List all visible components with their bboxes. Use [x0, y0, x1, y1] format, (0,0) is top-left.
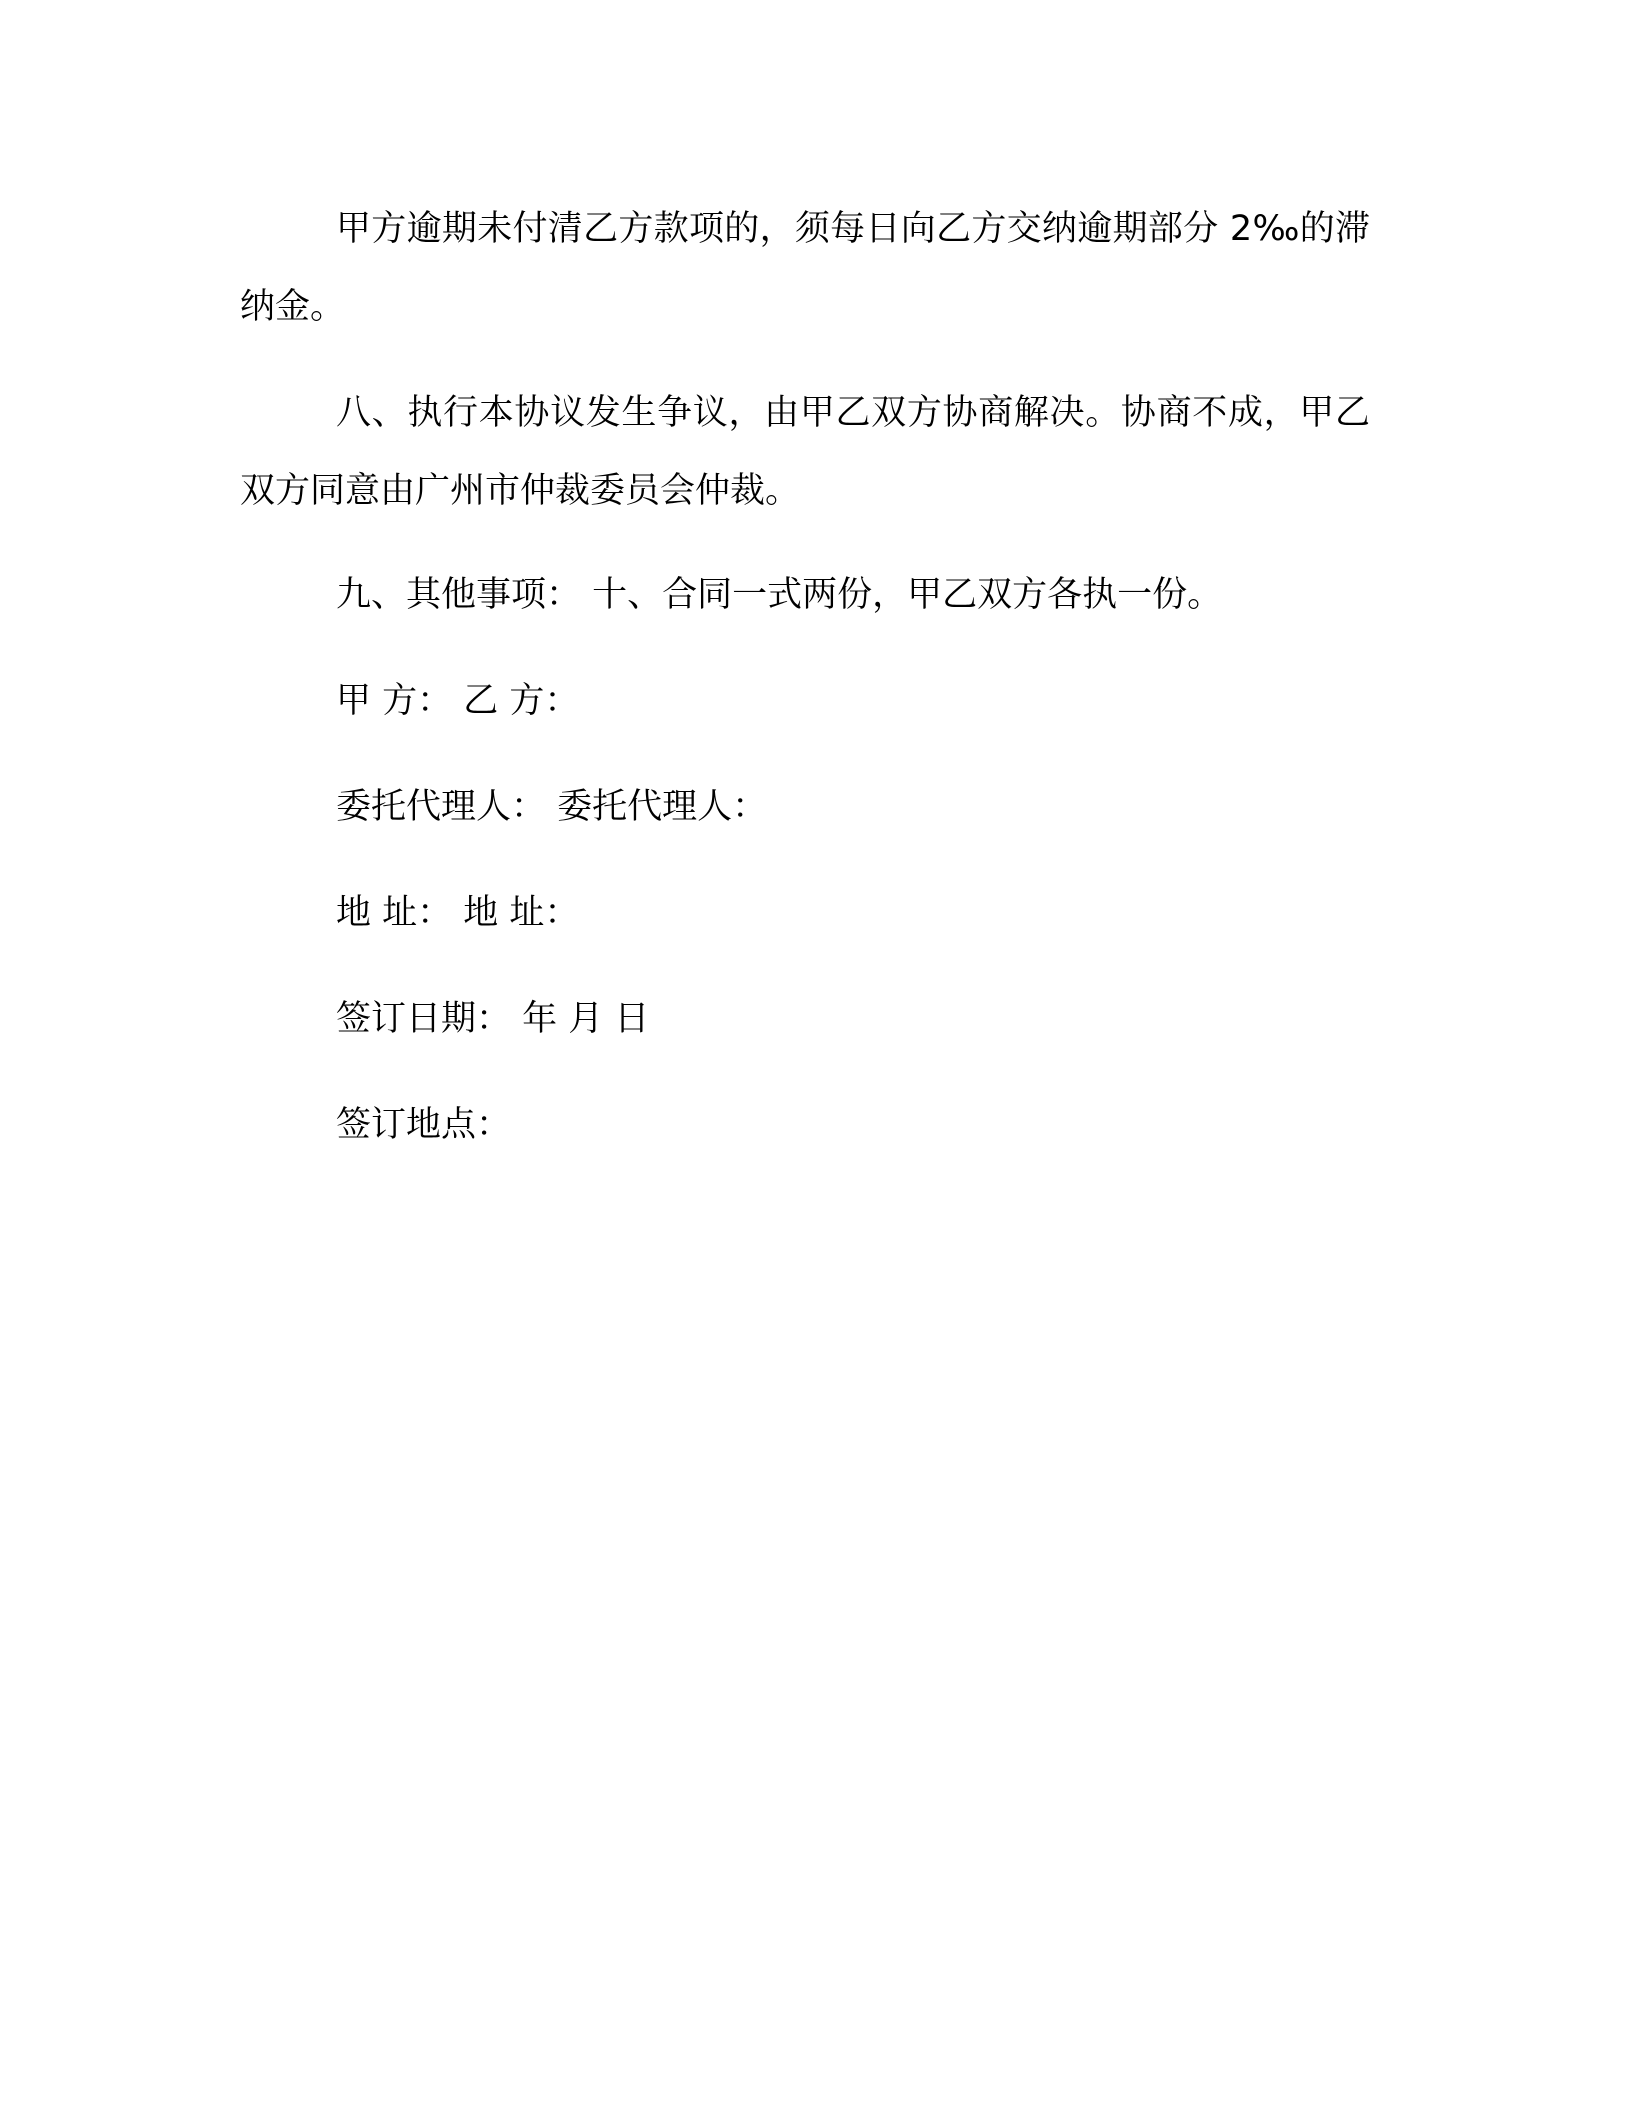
line-other-matters: 九、其他事项： 十、合同一式两份，甲乙双方各执一份。: [336, 575, 1223, 615]
line-addresses: 地 址： 地 址：: [336, 893, 580, 933]
line-parties: 甲 方： 乙 方：: [336, 681, 580, 721]
line-signing-date: 签订日期： 年 月 日: [336, 999, 650, 1039]
paragraph-late-fee: 甲方逾期未付清乙方款项的，须每日向乙方交纳逾期部分 2‰的滞纳金。: [240, 209, 1370, 327]
paragraph-dispute-resolution: 八、执行本协议发生争议，由甲乙双方协商解决。协商不成，甲乙双方同意由广州市仲裁委员会仲裁。: [240, 393, 1370, 511]
line-agents: 委托代理人： 委托代理人：: [336, 787, 768, 827]
line-signing-place: 签订地点：: [336, 1105, 512, 1145]
document-body: [240, 190, 1370, 1178]
